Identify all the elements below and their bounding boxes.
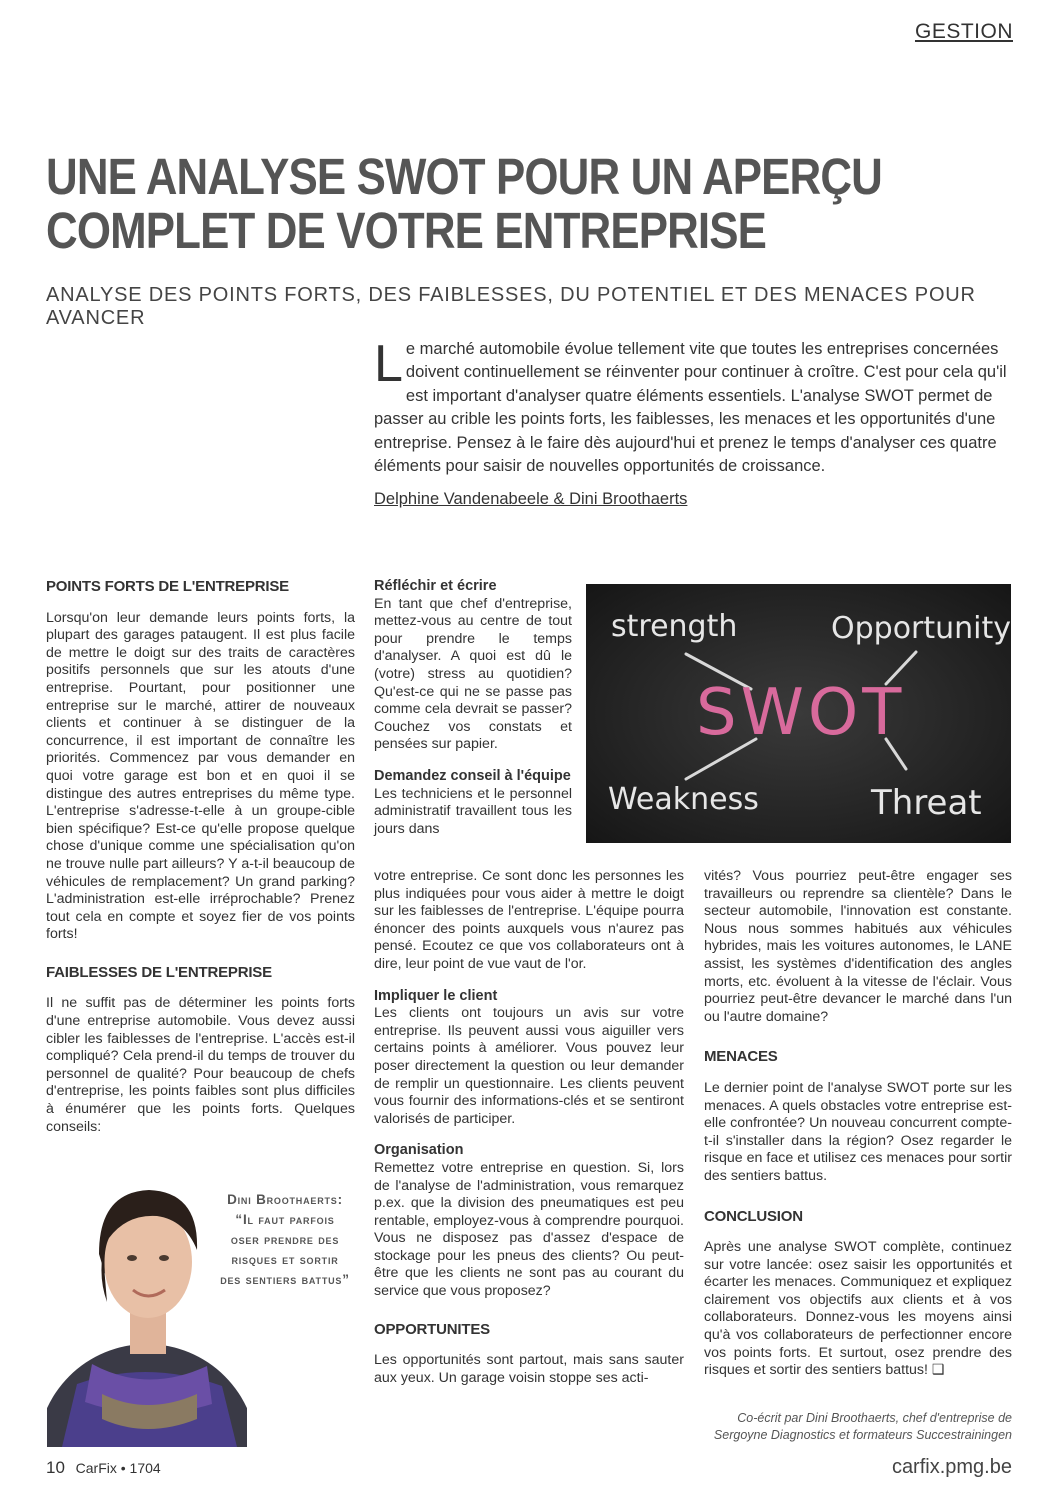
paragraph-client: Les clients ont toujours un avis sur votre entreprise. Ils peuvent aussi vous aiguiller vers certains points à améliorer. Vous pouvez leur poser directement la question ou leur demander de remplir un questionnaire. Les clients peuvent vous fournir des informations-clés et se sentiront valorisés de participer.	[374, 1005, 684, 1127]
heading-points-forts: POINTS FORTS DE L'ENTREPRISE	[46, 578, 289, 595]
author-credit: Co-écrit par Dini Broothaerts, chef d'entreprise de Sergoyne Diagnostics et formateurs Succestrainingen	[713, 1411, 1012, 1442]
subheading-conseil: Demandez conseil à l'équipe	[374, 767, 571, 784]
title-line-2: COMPLET DE VOTRE ENTREPRISE	[46, 202, 767, 259]
section-label: GESTION	[914, 20, 1013, 43]
swot-weakness-label: Weakness	[608, 782, 759, 817]
column-2-top	[374, 578, 572, 838]
swot-opportunity-label: Opportunity	[831, 611, 1011, 646]
article-title	[46, 150, 889, 258]
subheading-organisation: Organisation	[374, 1142, 464, 1159]
paragraph-reflechir: En tant que chef d'entreprise, mettez-vous au centre de tout pour prendre le temps d'analyser. A quoi est dû le (votre) stress au quotidien? Qu'est-ce qui ne se passe pas comme cela devrait se passer? Couchez vos constats et pensées sur papier.	[374, 595, 572, 753]
paragraph-conseil-a: Les techniciens et le personnel administratif travaillent tous les jours dans	[374, 785, 572, 837]
swot-strength-label: strength	[611, 609, 738, 644]
title-line-1: UNE ANALYSE SWOT POUR UN APERÇU	[46, 148, 883, 205]
paragraph-faiblesses: Il ne suffit pas de déterminer les points forts d'une entreprise automobile. Vous devez aussi cibler les faiblesses de l'entreprise. L'accès est-il compliqué? Cela prend-il du temps de trouver du personnel de qualité? Pour beaucoup de chefs d'entreprise, les points faibles sont plus difficiles à énumérer que les points forts. Quelques conseils:	[46, 995, 355, 1135]
paragraph-organisation: Remettez votre entreprise en question. Si, lors de l'analyse de l'administration, vous remarquez p.ex. que la division des pneumatiques est peu rentable, employez-vous à comprendre pourquoi. Vous ne disposez pas d'assez d'espace de stockage pour les pneus des clients? Ou peut-être que les clients ne sont pas au courant du service que vous proposez?	[374, 1159, 684, 1300]
paragraph-conclusion: Après une analyse SWOT complète, continuez sur votre lancée: osez saisir les opportunités et écarter les menaces. Communiquez et expliquez clairement vos objectifs aux clients et à vos collaborateurs. Donnez-vous les moyens ainsi qu'à vos collaborateurs de perfectionner encore vos points forts. Et surtout, osez prendre des risques et sortir des sentiers battus! ❑	[704, 1239, 1012, 1379]
footer-website: carfix.pmg.be	[891, 1456, 1012, 1478]
author-line: Delphine Vandenabeele & Dini Broothaerts	[374, 490, 688, 508]
portrait-photo	[47, 1154, 247, 1447]
magazine-issue: CarFix • 1704	[75, 1460, 161, 1476]
paragraph-opportunites: Les opportunités sont partout, mais sans sauter aux yeux. Un garage voisin stoppe ses acti-	[374, 1352, 684, 1386]
footer-left	[46, 1458, 161, 1478]
paragraph-menaces: Le dernier point de l'analyse SWOT porte sur les menaces. A quels obstacles votre entreprise est-elle confrontée? Un nouveau concurrent compte-t-il s'installer dans la région? Osez regarder le risque en face et utilisez ces menaces pour sortir des sentiers battus.	[704, 1079, 1012, 1184]
column-1	[46, 578, 355, 1136]
column-3	[704, 868, 1012, 1380]
article-subtitle: ANALYSE DES POINTS FORTS, DES FAIBLESSES, DU POTENTIEL ET DES MENACES POUR AVANCER	[46, 284, 976, 329]
paragraph-points-forts: Lorsqu'on leur demande leurs points forts, la plupart des garages pataugent. Il est plus facile de mettre le doigt sur des traits de caractères positifs personnels que sur les atouts d'une entreprise. Pourtant, pour positionner une entreprise sur le marché, attirer de nouveaux clients et continuer à se distinguer de la concurrence, il est important de connaître les priorités. Commencez par vous demander en quoi votre garage est bon et en quoi il se distingue des autres entreprises du même type. L'entreprise s'adresse-t-elle à un groupe-cible bien spécifique? Est-ce qu'elle propose quelque chose d'unique comme une spécialisation qu'on ne trouve nulle part ailleurs? Y a-t-il beaucoup de véhicules de remplacement? Un grand parking? L'administration est-elle irréprochable? Prenez tout cela en compte et soyez fier de vos points forts!	[46, 609, 355, 943]
drop-cap: L	[374, 335, 403, 393]
paragraph-conseil-b: votre entreprise. Ce sont donc les personnes les plus indiquées pour vous aider à mettre le doigt sur les faiblesses de l'entreprise. L'équipe pourra énoncer des points auxquels vous n'aurez pas pensé. Ecoutez ce que vos collaborateurs ont à dire, leur point de vue vaut de l'or.	[374, 868, 684, 972]
heading-conclusion: CONCLUSION	[704, 1207, 803, 1225]
pull-quote: Dini Broothaerts: “Il faut parfois oser prendre des risques et sortir des sentiers battus”	[220, 1192, 350, 1287]
subheading-reflechir: Réfléchir et écrire	[374, 578, 497, 594]
page-number: 10	[46, 1458, 65, 1477]
paragraph-opportunites-cont: vités? Vous pourriez peut-être engager ses travailleurs ou reprendre sa clientèle? Dans le secteur automobile, l'innovation est constante. Nous nous sommes habitués aux véhicules hybrides, mais les voitures autonomes, le LANE assist, les systèmes d'identification des angles morts, etc. évoluent à la vitesse de l'éclair. Vous pourriez peut-être devancer le marché dans l'un ou l'autre domaine?	[704, 868, 1012, 1025]
heading-faiblesses: FAIBLESSES DE L'ENTREPRISE	[46, 963, 272, 981]
swot-threat-label: Threat	[871, 783, 982, 823]
heading-menaces: MENACES	[704, 1048, 778, 1066]
column-2-bottom	[374, 868, 684, 1387]
subheading-client: Impliquer le client	[374, 987, 498, 1004]
lead-paragraph	[374, 335, 1014, 478]
swot-chalkboard-image	[586, 584, 1011, 843]
lead-text: e marché automobile évolue tellement vite que toutes les entreprises concernées doivent continuellement se réinventer pour continuer à croître. C'est pour cela qu'il est important d'analyser quatre éléments essentiels. L'analyse SWOT permet de passer au crible les points forts, les faiblesses, les menaces et les opportunités d'une entreprise. Pensez à le faire dès aujourd'hui et prenez le temps d'analyser ces quatre éléments pour saisir de nouvelles opportunités de croissance.	[374, 340, 1007, 476]
swot-center-label: SWOT	[696, 676, 906, 750]
heading-opportunites: OPPORTUNITES	[374, 1320, 490, 1338]
